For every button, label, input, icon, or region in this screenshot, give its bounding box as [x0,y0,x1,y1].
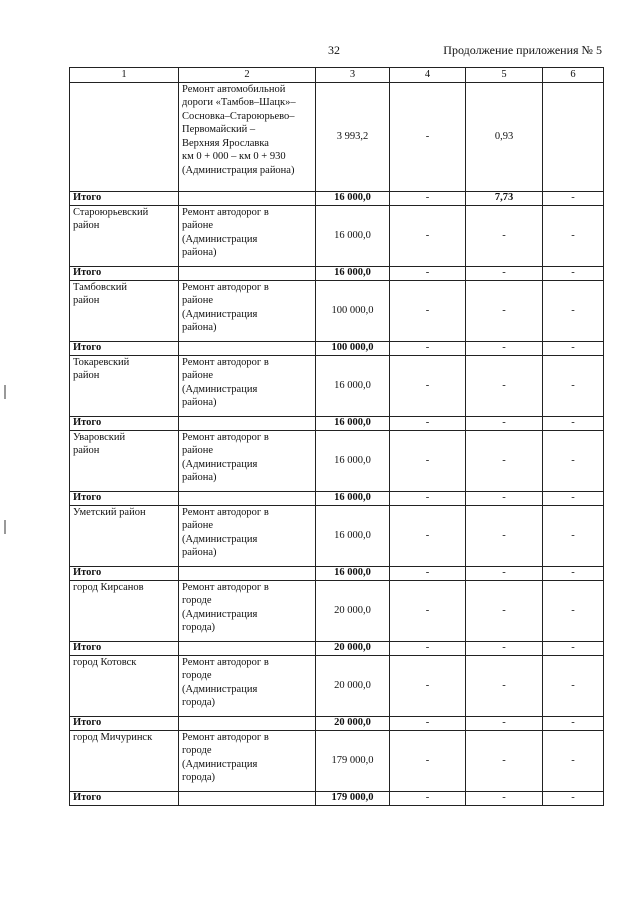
col6-cell: - [543,280,604,341]
table-body [70,68,604,806]
total-col5: - [466,641,543,655]
work-description [179,82,316,191]
recipient-name [70,655,179,716]
col4-cell: - [390,205,466,266]
total-empty-cell [179,491,316,505]
total-col6: - [543,266,604,280]
total-amount: 16 000,0 [316,566,390,580]
work-line: района) [182,322,217,333]
total-empty-cell [179,566,316,580]
total-col5: - [466,266,543,280]
col6-cell: - [543,730,604,791]
recipient-line: Староюрьевский [73,206,149,218]
total-label: Итого [70,641,179,655]
amount-cell: 16 000,0 [316,355,390,416]
total-col6: - [543,566,604,580]
page-number: 32 [328,43,340,57]
work-line: городе [182,745,212,756]
recipient-line: район [73,445,100,456]
col4-cell: - [390,505,466,566]
work-line: (Администрация [182,308,258,320]
col5-cell: - [466,730,543,791]
amount-cell: 20 000,0 [316,655,390,716]
total-row [70,791,604,805]
table-row [70,430,604,491]
col6-cell: - [543,580,604,641]
column-number-row [70,68,604,83]
total-row [70,566,604,580]
work-line: (Администрация [182,233,258,245]
work-line: районе [182,370,214,381]
total-amount: 16 000,0 [316,266,390,280]
work-line: Ремонт автодорог в [182,356,269,368]
total-row [70,416,604,430]
table-row [70,205,604,266]
work-line: Ремонт автодорог в [182,206,269,218]
recipient-line: Уваровский [73,431,126,443]
col5-cell: 0,93 [466,82,543,191]
recipient-line: город Кирсанов [73,581,144,593]
column-number: 2 [179,68,316,83]
recipient-line: Токаревский [73,356,130,368]
work-line: (Администрация [182,758,258,770]
work-line: города) [182,772,215,783]
total-col4: - [390,716,466,730]
continuation-title: Продолжение приложения № 5 [443,43,602,57]
total-col4: - [390,641,466,655]
amount-cell: 100 000,0 [316,280,390,341]
col6-cell [543,82,604,191]
amount-cell: 3 993,2 [316,82,390,191]
work-description [179,430,316,491]
work-line: Ремонт автодорог в [182,506,269,518]
work-line: районе [182,520,214,531]
total-row [70,341,604,355]
col6-cell: - [543,655,604,716]
col5-cell: - [466,505,543,566]
col4-cell: - [390,280,466,341]
col5-cell: - [466,430,543,491]
recipient-line: район [73,220,100,231]
col4-cell: - [390,355,466,416]
work-line: района) [182,547,217,558]
total-col5: - [466,341,543,355]
column-number: 6 [543,68,604,83]
total-col5: - [466,416,543,430]
scan-margin-mark [4,385,6,399]
total-amount: 16 000,0 [316,491,390,505]
work-line: городе [182,670,212,681]
amount-cell: 20 000,0 [316,580,390,641]
work-line: Ремонт автодорог в [182,731,269,743]
work-line: района) [182,247,217,258]
total-row [70,266,604,280]
total-col4: - [390,266,466,280]
total-col5: 7,73 [466,191,543,205]
work-line: (Администрация [182,533,258,545]
table-row [70,280,604,341]
recipient-name [70,205,179,266]
work-line: Ремонт автомобильной [182,83,286,95]
total-empty-cell [179,641,316,655]
recipient-name [70,580,179,641]
work-description [179,655,316,716]
table-row [70,580,604,641]
total-col6: - [543,716,604,730]
total-col5: - [466,491,543,505]
total-amount: 16 000,0 [316,416,390,430]
total-label: Итого [70,791,179,805]
total-col6: - [543,791,604,805]
column-number: 4 [390,68,466,83]
total-col6: - [543,641,604,655]
total-label: Итого [70,716,179,730]
work-line: города) [182,622,215,633]
work-line: Ремонт автодорог в [182,581,269,593]
total-col4: - [390,791,466,805]
work-description [179,355,316,416]
col5-cell: - [466,655,543,716]
col6-cell: - [543,505,604,566]
total-row [70,491,604,505]
total-empty-cell [179,716,316,730]
total-amount: 100 000,0 [316,341,390,355]
work-line: районе [182,220,214,231]
total-empty-cell [179,191,316,205]
work-line: Ремонт автодорог в [182,281,269,293]
work-line: районе [182,295,214,306]
total-label: Итого [70,266,179,280]
col4-cell: - [390,580,466,641]
recipient-name [70,730,179,791]
work-description [179,730,316,791]
total-col4: - [390,416,466,430]
recipient-name [70,280,179,341]
amount-cell: 16 000,0 [316,505,390,566]
col5-cell: - [466,280,543,341]
total-col6: - [543,191,604,205]
total-col6: - [543,491,604,505]
total-label: Итого [70,191,179,205]
column-number: 5 [466,68,543,83]
work-line: дороги «Тамбов–Шацк»– [182,97,296,108]
total-col4: - [390,566,466,580]
total-row [70,716,604,730]
table-row [70,655,604,716]
table-row [70,730,604,791]
col6-cell: - [543,205,604,266]
work-line: Верхняя Ярославка [182,137,269,149]
recipient-line: Уметский район [73,506,146,518]
recipient-line: район [73,295,100,306]
total-col4: - [390,491,466,505]
total-label: Итого [70,491,179,505]
recipient-name [70,430,179,491]
total-label: Итого [70,416,179,430]
total-row [70,191,604,205]
work-line: района) [182,472,217,483]
work-description [179,580,316,641]
recipient-line: город Мичуринск [73,731,153,743]
col6-cell: - [543,430,604,491]
work-line: района) [182,397,217,408]
total-empty-cell [179,416,316,430]
amount-cell: 16 000,0 [316,430,390,491]
work-line: районе [182,445,214,456]
total-row [70,641,604,655]
work-line: Ремонт автодорог в [182,431,269,443]
table-row [70,82,604,191]
col4-cell: - [390,82,466,191]
total-col5: - [466,566,543,580]
work-description [179,205,316,266]
total-amount: 20 000,0 [316,716,390,730]
col5-cell: - [466,205,543,266]
total-col6: - [543,341,604,355]
work-line: города) [182,697,215,708]
total-label: Итого [70,566,179,580]
total-col4: - [390,341,466,355]
total-empty-cell [179,791,316,805]
col6-cell: - [543,355,604,416]
work-line: Первомайский – [182,124,256,135]
work-description [179,505,316,566]
recipient-line: город Котовск [73,656,137,668]
work-line: (Администрация [182,458,258,470]
work-line: км 0 + 000 – км 0 + 930 [182,151,286,162]
total-col5: - [466,791,543,805]
column-number: 3 [316,68,390,83]
total-empty-cell [179,341,316,355]
amount-cell: 179 000,0 [316,730,390,791]
col5-cell: - [466,580,543,641]
recipient-line: район [73,370,100,381]
total-col6: - [543,416,604,430]
amount-cell: 16 000,0 [316,205,390,266]
scan-margin-mark [4,520,6,534]
work-line: (Администрация [182,383,258,395]
work-line: (Администрация [182,683,258,695]
work-line: (Администрация района) [182,164,295,176]
col4-cell: - [390,655,466,716]
col4-cell: - [390,730,466,791]
recipient-line: Тамбовский [73,281,127,293]
appendix-table [69,67,604,806]
recipient-cell [70,82,179,191]
recipient-name [70,355,179,416]
total-empty-cell [179,266,316,280]
total-amount: 16 000,0 [316,191,390,205]
table-row [70,505,604,566]
work-description [179,280,316,341]
total-label: Итого [70,341,179,355]
total-amount: 179 000,0 [316,791,390,805]
work-line: городе [182,595,212,606]
work-line: Ремонт автодорог в [182,656,269,668]
page-header [0,43,640,59]
recipient-name [70,505,179,566]
table-row [70,355,604,416]
work-line: Сосновка–Староюрьево– [182,110,295,122]
total-col4: - [390,191,466,205]
col4-cell: - [390,430,466,491]
total-amount: 20 000,0 [316,641,390,655]
work-line: (Администрация [182,608,258,620]
total-col5: - [466,716,543,730]
col5-cell: - [466,355,543,416]
column-number: 1 [70,68,179,83]
